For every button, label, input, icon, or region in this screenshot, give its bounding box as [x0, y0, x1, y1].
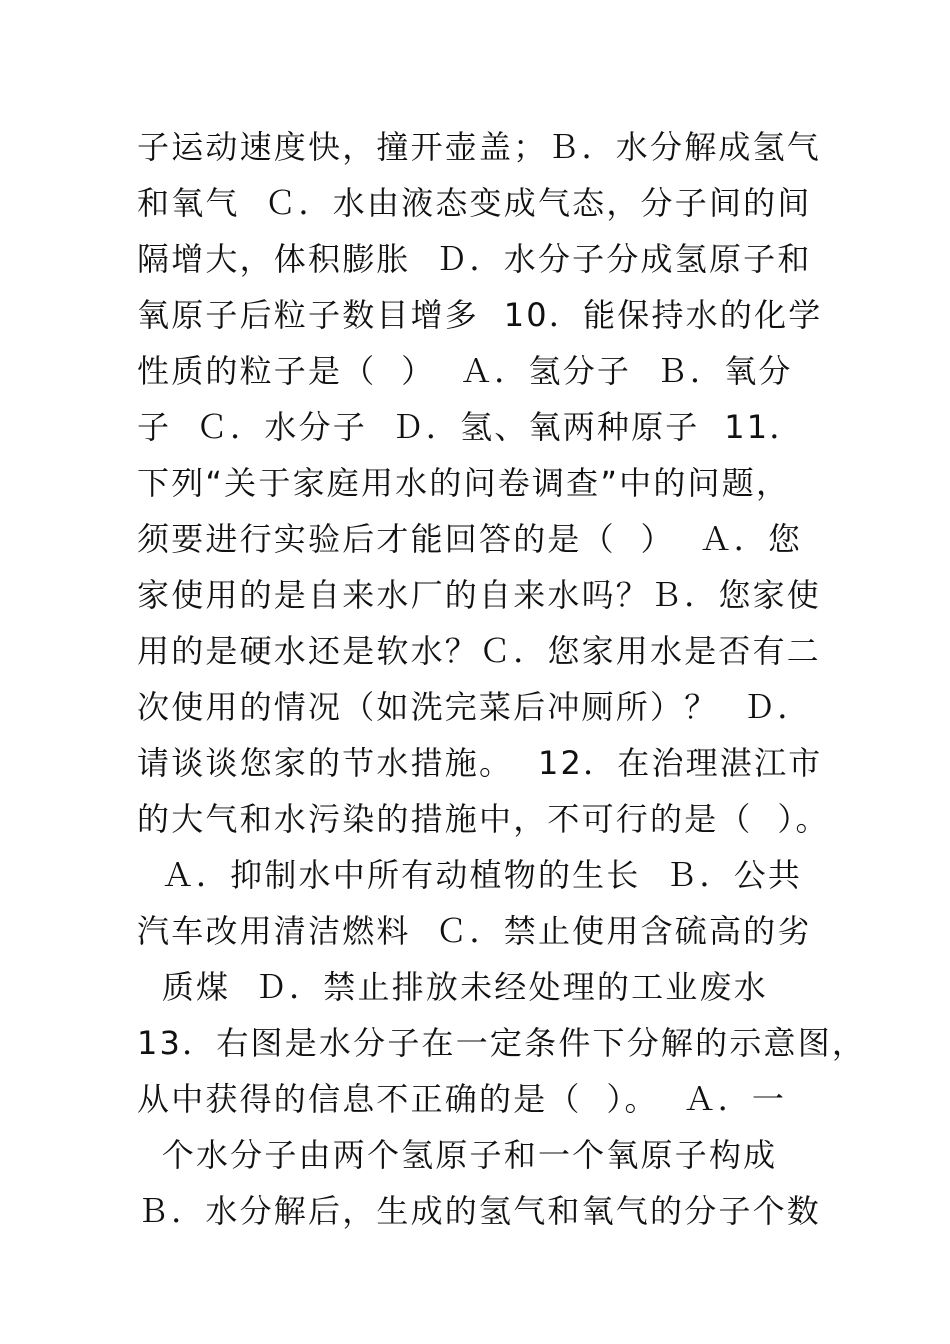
text-line: 个水分子由两个氢原子和一个氧原子构成 [137, 1136, 778, 1174]
text-line: 下列“关于家庭用水的问卷调查”中的问题， [137, 464, 791, 502]
text-line: 次使用的情况（如洗完菜后冲厕所）？ Ｄ． [137, 688, 812, 726]
text-line: 从中获得的信息不正确的是（ ）。 Ａ．一 [137, 1080, 787, 1118]
text-line: 隔增大，体积膨胀 Ｄ．水分子分成氢原子和 [137, 240, 812, 278]
text-line: 子 Ｃ．水分子 Ｄ．氢、氧两种原子 11． [137, 408, 804, 446]
text-line: 氧原子后粒子数目增多 10．能保持水的化学 [137, 296, 823, 334]
text-line: 须要进行实验后才能回答的是（ ） Ａ．您 [137, 520, 803, 558]
text-line: Ｂ．水分解后，生成的氢气和氧气的分子个数 [137, 1192, 822, 1230]
text-line: 用的是硬水还是软水？Ｃ．您家用水是否有二 [137, 632, 822, 670]
text-line: 质煤 Ｄ．禁止排放未经处理的工业废水 [137, 968, 768, 1006]
text-line: 的大气和水污染的措施中，不可行的是（ ）。 [137, 800, 830, 838]
text-line: 子运动速度快，撞开壶盖；Ｂ．水分解成氢气 [137, 128, 822, 166]
text-line: 家使用的是自来水厂的自来水吗？Ｂ．您家使 [137, 576, 822, 614]
text-line: 请谈谈您家的节水措施。 12．在治理湛江市 [137, 744, 823, 782]
text-line: 性质的粒子是（ ） Ａ．氢分子 Ｂ．氧分 [137, 352, 793, 390]
text-line: Ａ．抑制水中所有动植物的生长 Ｂ．公共 [137, 856, 803, 894]
text-line: 和氧气 Ｃ．水由液态变成气态，分子间的间 [137, 184, 812, 222]
text-line: 13．右图是水分子在一定条件下分解的示意图， [137, 1024, 867, 1062]
text-line: 汽车改用清洁燃料 Ｃ．禁止使用含硫高的劣 [137, 912, 812, 950]
